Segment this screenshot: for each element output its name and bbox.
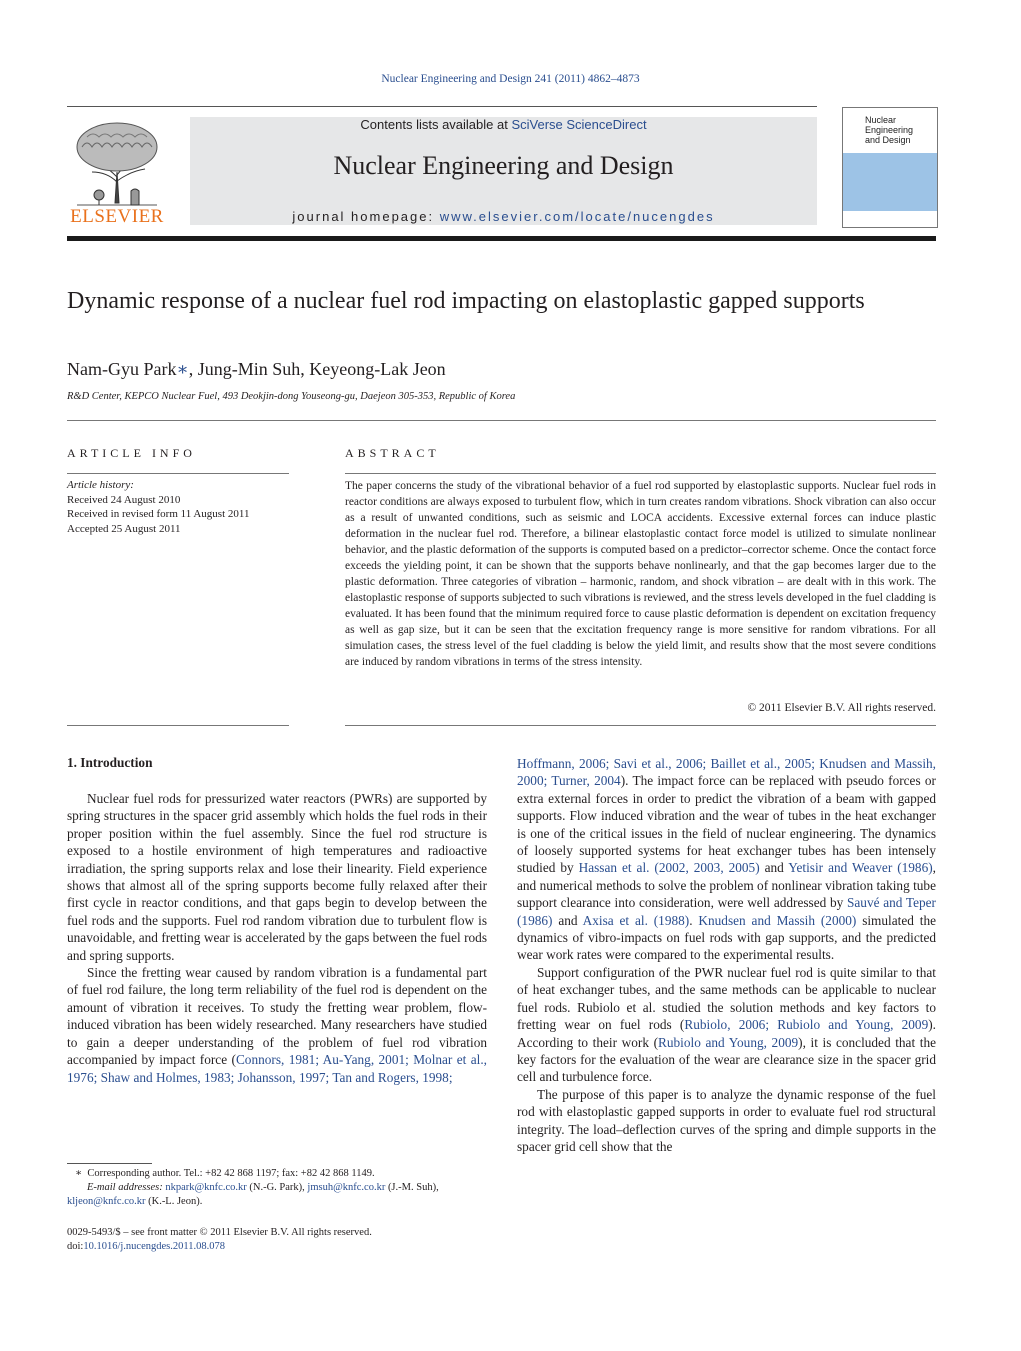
doi-link[interactable]: 10.1016/j.nucengdes.2011.08.078 bbox=[83, 1241, 225, 1252]
article-title: Dynamic response of a nuclear fuel rod impacting on elastoplastic gapped supports bbox=[67, 288, 865, 314]
revised-date: Received in revised form 11 August 2011 bbox=[67, 508, 250, 520]
issn-line: 0029-5493/$ – see front matter © 2011 Elsevier B.V. All rights reserved. bbox=[67, 1227, 372, 1238]
doi-label: doi: bbox=[67, 1241, 84, 1252]
divider bbox=[67, 420, 936, 421]
front-matter bbox=[67, 1226, 497, 1254]
divider bbox=[345, 473, 936, 474]
corresponding-mark[interactable]: ∗ bbox=[176, 359, 189, 379]
reference-link[interactable]: Sauvé and Teper (1986) bbox=[517, 895, 936, 928]
history-label: Article history: bbox=[67, 479, 134, 491]
email-link[interactable]: nkpark@knfc.co.kr bbox=[165, 1182, 247, 1193]
paragraph: The purpose of this paper is to analyze the dynamic response of the fuel rod with elastoplastic gapped supports in order to evaluate fuel rod structural integrity. The load–deflection curves of the spring and dimple supports in the spacer grid cell show that the bbox=[517, 1086, 936, 1154]
journal-title: Nuclear Engineering and Design bbox=[333, 151, 674, 180]
paragraph: Support configuration of the PWR nuclear fuel rod is quite similar to that of heat exchanger tubes, and the same methods can be applicable to nuclear fuel rods. Rubiolo et al. studied the solution methods and key factors to fretting wear on fuel rods (Rubiolo, 2006; Rubiolo and Young, 2009). According to their work (Rubiolo and Young, 2009), it is concluded that the key factors for the evaluation of the wear are clearance size in the spacer grid cell and turbulence force. bbox=[517, 964, 936, 1085]
copyright: © 2011 Elsevier B.V. All rights reserved. bbox=[747, 702, 936, 714]
reference-link[interactable]: Hassan et al. (2002, 2003, 2005) bbox=[578, 860, 760, 876]
divider bbox=[345, 725, 936, 726]
abstract-text: The paper concerns the study of the vibrational behavior of a fuel rod supported by elastoplastic supports. Nuclear fuel rods in reactor conditions are always exposed to turbulent flow, which in turn creates random vibrations. Shock vibration can also occur as a result of unwanted conditions, such as seismic and LOCA accidents. Excessive external forces can induce plastic deformation in the nuclear fuel rod. Therefore, a bilinear elastoplastic contact force model is utilized to simulate nonlinear behavior, and the plastic deformation of the supports is computed based on a predictor–corrector scheme. Once the contact force exceeds the yielding point, it can be shown that the supports behave nonlinearly, and that the gap becomes larger due to the plastic deformation. Three categories of vibration – harmonic, random, and shock vibration – are dealt with in this work. The elastoplastic response of supports subjected to such vibrations is reviewed, and the stress levels developed in the fuel cladding is evaluated. It has been found that the minimum required force to cause plastic deformation is dependent on excitation frequency as well as gap size, but it can be seen that the excitation frequency range is more sensitive for random vibrations. For all simulation cases, the stress level of the fuel cladding is below the yield limit, and results show that the most severe conditions are induced by random vibrations in terms of the stress intensity. bbox=[345, 480, 936, 668]
contents-line bbox=[190, 117, 817, 132]
homepage-prefix: journal homepage: bbox=[292, 209, 440, 224]
reference-link[interactable]: Axisa et al. (1988) bbox=[582, 912, 690, 928]
article-history bbox=[67, 478, 289, 536]
header-rule bbox=[67, 106, 817, 107]
journal-cover-thumbnail bbox=[842, 107, 938, 228]
paragraph: Nuclear fuel rods for pressurized water reactors (PWRs) are supported by spring structures in the spacer grid assembly which holds the fuel rods in their proper position within the fuel assembly. Since the fuel rod structure is exposed to a hostile environment of high temperatures and radioactive irradiation, the spring supports relax and lose their linearity. Field experience shows that almost all of the spring supports become fully relaxed after their first cycle in reactor conditions, and that gaps begin to develop between the fuel rods and the supports. Fuel rod random vibration due to turbulent flow is unavoidable, and fretting wear is accelerated by the gaps between the fuel rods and spring supports. bbox=[67, 791, 487, 963]
sciencedirect-link[interactable]: SciVerse ScienceDirect bbox=[511, 117, 647, 132]
section-heading: 1. Introduction bbox=[67, 755, 153, 770]
journal-citation[interactable]: Nuclear Engineering and Design 241 (2011) 4862–4873 bbox=[381, 73, 640, 85]
divider bbox=[67, 473, 289, 474]
cover-title: Nuclear Engineering and Design bbox=[865, 115, 914, 145]
left-column bbox=[67, 790, 487, 1086]
reference-links[interactable]: Hoffmann, 2006; Savi et al., 2006; Baillet et al., 2005; Knudsen and Massih, 2000; Turner, 2004 bbox=[517, 756, 936, 789]
paragraph: Hoffmann, 2006; Savi et al., 2006; Baillet et al., 2005; Knudsen and Massih, 2000; Turner, 2004). The impact force can be replaced with pseudo forces or extra external forces in order to predict the vibration of a beam with gapped supports. Flow induced vibration and the wear of tubes in the heat exchanger is one of the critical issues in the field of nuclear engineering. The dynamics of loosely supported systems for heat exchanger tubes has been intensely studied by Hassan et al. (2002, 2003, 2005) and Yetisir and Weaver (1986), and numerical methods to solve the problem of nonlinear vibration taking tube support clearance into consideration, were well addressed by Sauvé and Teper (1986) and Axisa et al. (1988). Knudsen and Massih (2000) simulated the dynamics of vibro-impacts on fuel rods with gap supports, and the predicted wear work rates were compared to the experimental results. bbox=[517, 756, 936, 963]
author-first: Nam-Gyu Park bbox=[67, 359, 177, 379]
affiliation: R&D Center, KEPCO Nuclear Fuel, 493 Deokjin-dong Youseong-gu, Daejeon 305-353, Republic of Korea bbox=[67, 391, 516, 402]
right-column bbox=[517, 755, 936, 1155]
header-thick-rule bbox=[67, 236, 936, 241]
divider bbox=[67, 725, 289, 726]
reference-link[interactable]: Rubiolo and Young, 2009 bbox=[658, 1034, 799, 1050]
reference-link[interactable]: Knudsen and Massih (2000) bbox=[698, 912, 857, 928]
paragraph: Since the fretting wear caused by random vibration is a fundamental part of fuel rod failure, the long term reliability of the fuel rod is dependent on the amount of vibration it receives. To study the fretting wear problem, flow-induced vibration has been widely researched. Many researchers have studied to gain a deeper understanding of the problem of fuel rod vibration accompanied by impact force (Connors, 1981; Au-Yang, 2001; Molnar et al., 1976; Shaw and Holmes, 1983; Johansson, 1997; Tan and Rogers, 1998; bbox=[67, 965, 487, 1085]
received-date: Received 24 August 2010 bbox=[67, 493, 181, 506]
article-info-heading: ARTICLE INFO bbox=[67, 446, 196, 460]
reference-link[interactable]: Rubiolo, 2006; Rubiolo and Young, 2009 bbox=[684, 1017, 929, 1033]
homepage-link[interactable]: www.elsevier.com/locate/nucengdes bbox=[439, 209, 715, 224]
reference-links[interactable]: Connors, 1981; Au-Yang, 2001; Molnar et al., 1976; Shaw and Holmes, 1983; Johansson, 1997; Tan and Rogers, 1998; bbox=[67, 1052, 487, 1085]
footnote: ∗ Corresponding author. Tel.: +82 42 868 1197; fax: +82 42 868 1149. E-mail addresses: nkpark@knfc.co.kr (N.-G. Park), jmsuh@knfc.co.kr (J.-M. Suh), kljeon@knfc.co.kr (K.-L. Jeon). bbox=[67, 1168, 439, 1207]
cover-image bbox=[843, 153, 937, 211]
footnote-mark: ∗ bbox=[75, 1168, 83, 1179]
contents-prefix: Contents lists available at bbox=[360, 117, 512, 132]
homepage-line bbox=[190, 209, 817, 224]
author-list bbox=[67, 359, 446, 380]
author-rest: , Jung-Min Suh, Keyeong-Lak Jeon bbox=[188, 359, 446, 379]
elsevier-wordmark: ELSEVIER bbox=[70, 206, 164, 227]
email-link[interactable]: jmsuh@knfc.co.kr bbox=[307, 1182, 386, 1193]
email-label: E-mail addresses: bbox=[87, 1182, 163, 1193]
reference-link[interactable]: Yetisir and Weaver (1986) bbox=[788, 860, 933, 876]
corresponding-author-note: Corresponding author. Tel.: +82 42 868 1197; fax: +82 42 868 1149. bbox=[87, 1168, 375, 1179]
accepted-date: Accepted 25 August 2011 bbox=[67, 522, 181, 535]
footnote-rule bbox=[67, 1163, 152, 1164]
email-link[interactable]: kljeon@knfc.co.kr bbox=[67, 1196, 146, 1207]
abstract-heading: ABSTRACT bbox=[345, 446, 440, 460]
